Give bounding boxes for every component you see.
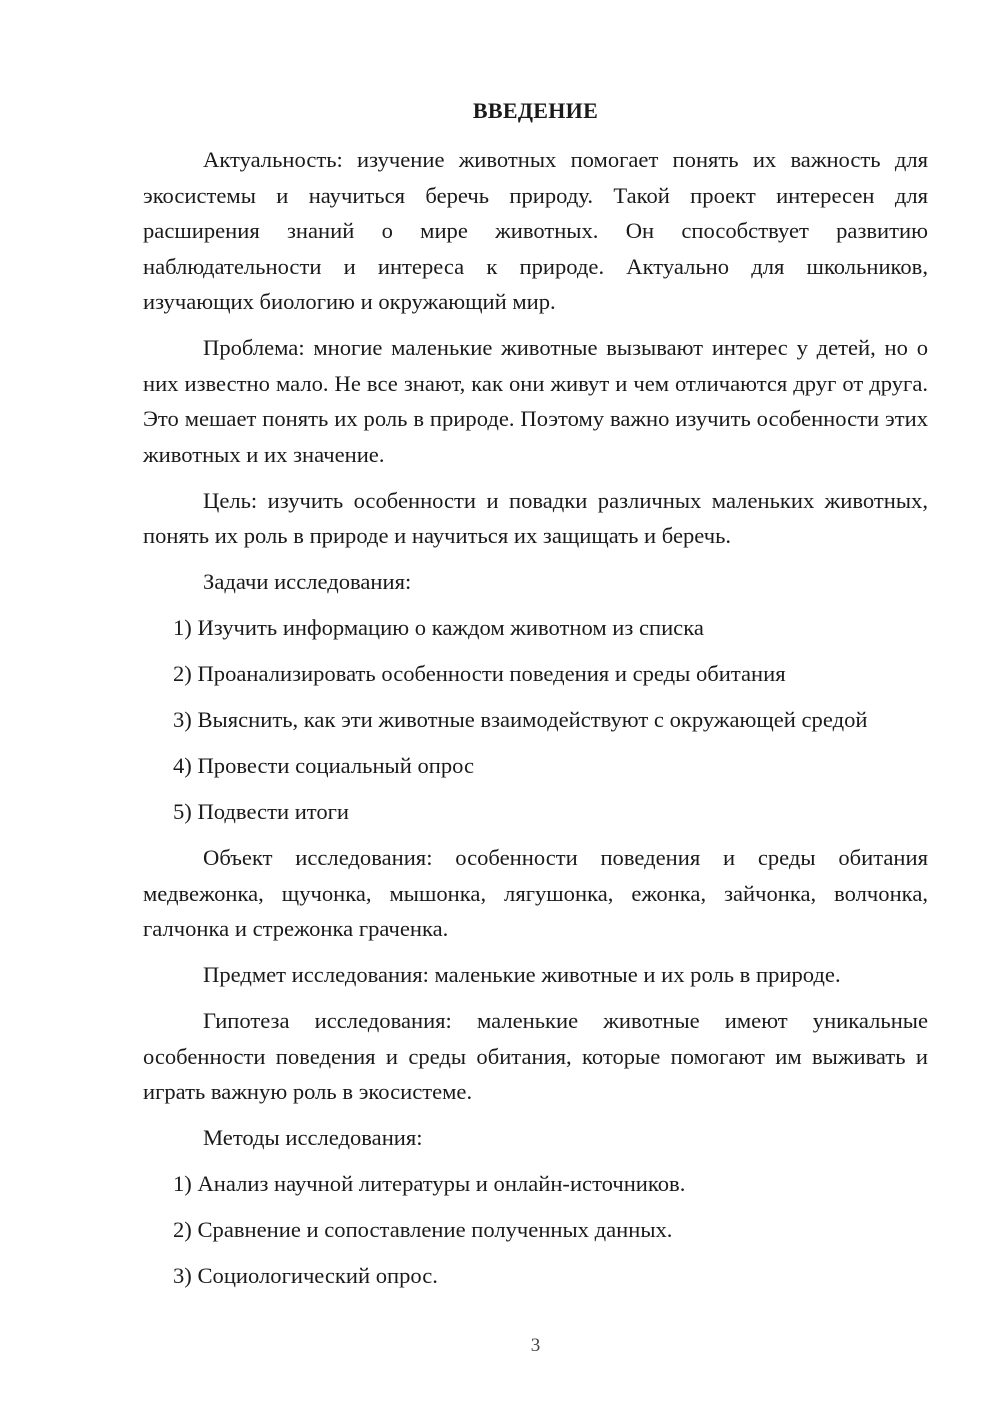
task-item: 5) Подвести итоги xyxy=(173,799,350,824)
page-number: 3 xyxy=(530,1335,541,1356)
tasks-list xyxy=(143,610,928,830)
problem-paragraph: Проблема: многие маленькие животные вызывают интерес у детей, но о них известно мало. Не все знают, как они живут и чем отличаются друг от друга. Это мешает понять их роль в природе. Поэтому важно изучить особенности этих животных и их значение. xyxy=(143,335,928,467)
task-item: 2) Проанализировать особенности поведения и среды обитания xyxy=(173,661,786,686)
document-body xyxy=(143,142,928,1304)
methods-list xyxy=(143,1166,928,1294)
task-item: 3) Выяснить, как эти животные взаимодействуют с окружающей средой xyxy=(173,707,868,732)
object-paragraph: Объект исследования: особенности поведения и среды обитания медвежонка, щучонка, мышонка, лягушонка, ежонка, зайчонка, волчонка, галчонка и стрежонка граченка. xyxy=(143,845,928,941)
task-item: 1) Изучить информацию о каждом животном из списка xyxy=(173,615,704,640)
hypothesis-paragraph: Гипотеза исследования: маленькие животные имеют уникальные особенности поведения и среды обитания, которые помогают им выживать и играть важную роль в экосистеме. xyxy=(143,1008,928,1104)
goal-paragraph: Цель: изучить особенности и повадки различных маленьких животных, понять их роль в природе и научиться их защищать и беречь. xyxy=(143,487,928,548)
page-title: ВВЕДЕНИЕ xyxy=(472,98,599,123)
task-item: 4) Провести социальный опрос xyxy=(173,753,475,778)
relevance-paragraph: Актуальность: изучение животных помогает понять их важность для экосистемы и научиться беречь природу. Такой проект интересен для расширения знаний о мире животных. Он способствует развитию наблюдательности и интереса к природе. Актуально для школьников, изучающих биологию и окружающий мир. xyxy=(143,147,928,314)
method-item: 1) Анализ научной литературы и онлайн-источников. xyxy=(173,1171,686,1196)
tasks-heading: Задачи исследования: xyxy=(203,569,412,594)
method-item: 3) Социологический опрос. xyxy=(173,1263,438,1288)
method-item: 2) Сравнение и сопоставление полученных данных. xyxy=(173,1217,673,1242)
methods-heading: Методы исследования: xyxy=(203,1125,423,1150)
subject-paragraph: Предмет исследования: маленькие животные и их роль в природе. xyxy=(203,962,841,987)
document-page xyxy=(143,0,928,1414)
